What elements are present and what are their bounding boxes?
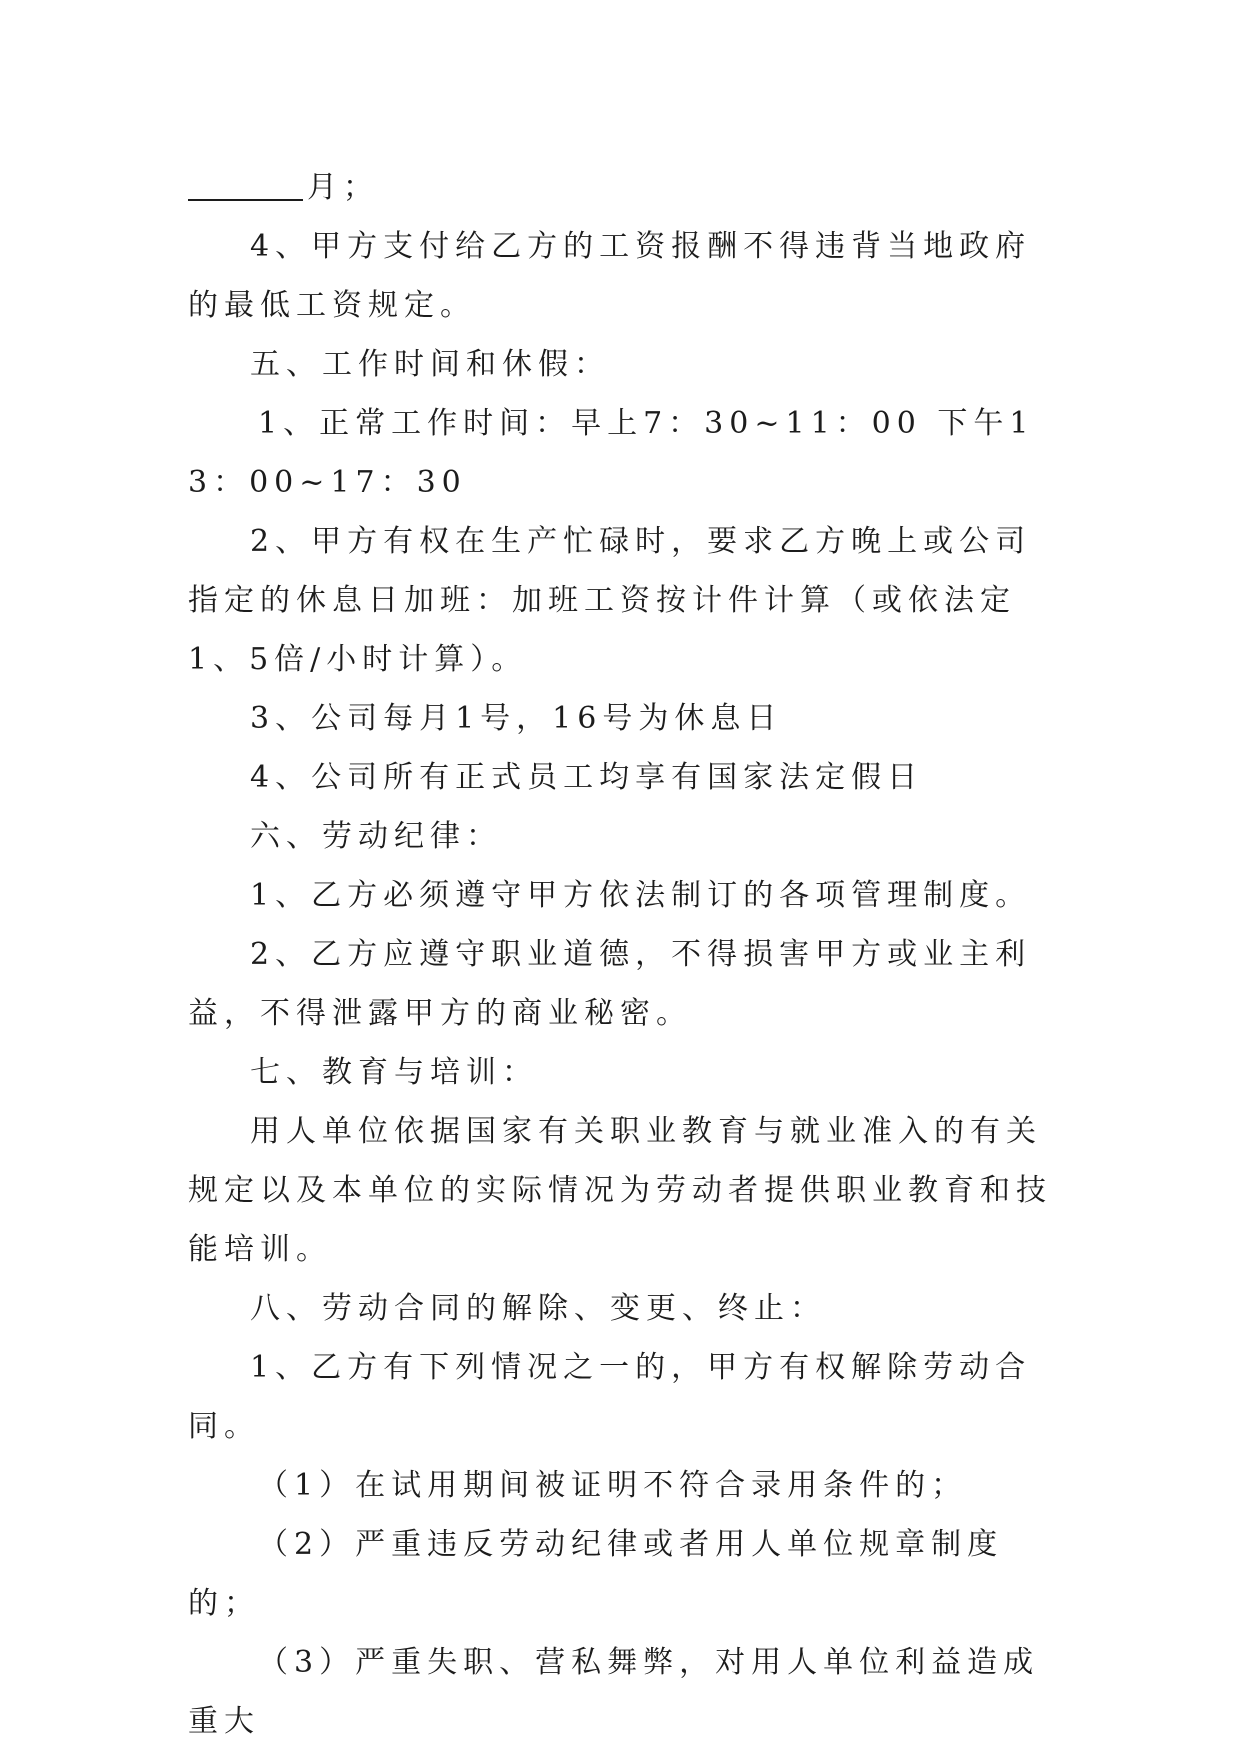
document-body (188, 158, 1063, 1751)
fill-in-blank (188, 167, 303, 201)
paragraph-normal-hours: 1、正常工作时间：早上7：30~11：00 下午13：00~17：30 (188, 406, 1035, 500)
paragraph-ethics: 2、乙方应遵守职业道德，不得损害甲方或业主利益，不得泄露甲方的商业秘密。 (188, 937, 1032, 1031)
paragraph-training: 用人单位依据国家有关职业教育与就业准入的有关规定以及本单位的实际情况为劳动者提供职业教育和技能培训。 (188, 1114, 1052, 1267)
paragraph-rest-days: 3、公司每月1号，16号为休息日 (250, 701, 783, 736)
list-item-probation: （1）在试用期间被证明不符合录用条件的； (258, 1468, 968, 1503)
paragraph-min-wage: 4、甲方支付给乙方的工资报酬不得违背当地政府的最低工资规定。 (188, 229, 1032, 323)
section-title-discipline: 六、劳动纪律： (250, 819, 502, 854)
list-item-misconduct: （3）严重失职、营私舞弊，对用人单位利益造成重大 (188, 1645, 1040, 1739)
paragraph-blank-month (188, 158, 1063, 217)
list-item-violation: （2）严重违反劳动纪律或者用人单位规章制度的； (188, 1527, 1004, 1621)
paragraph-overtime: 2、甲方有权在生产忙碌时，要求乙方晚上或公司指定的休息日加班：加班工资按计件计算（或依法定1、5倍/小时计算）。 (188, 524, 1032, 677)
section-title-training: 七、教育与培训： (250, 1055, 538, 1090)
paragraph-termination-intro: 1、乙方有下列情况之一的，甲方有权解除劳动合同。 (188, 1350, 1032, 1444)
section-title-termination: 八、劳动合同的解除、变更、终止： (250, 1291, 826, 1326)
paragraph-text: 月； (307, 170, 379, 205)
paragraph-rules: 1、乙方必须遵守甲方依法制订的各项管理制度。 (250, 878, 1032, 913)
section-title-work-hours: 五、工作时间和休假： (250, 347, 610, 382)
paragraph-holidays: 4、公司所有正式员工均享有国家法定假日 (250, 760, 924, 795)
